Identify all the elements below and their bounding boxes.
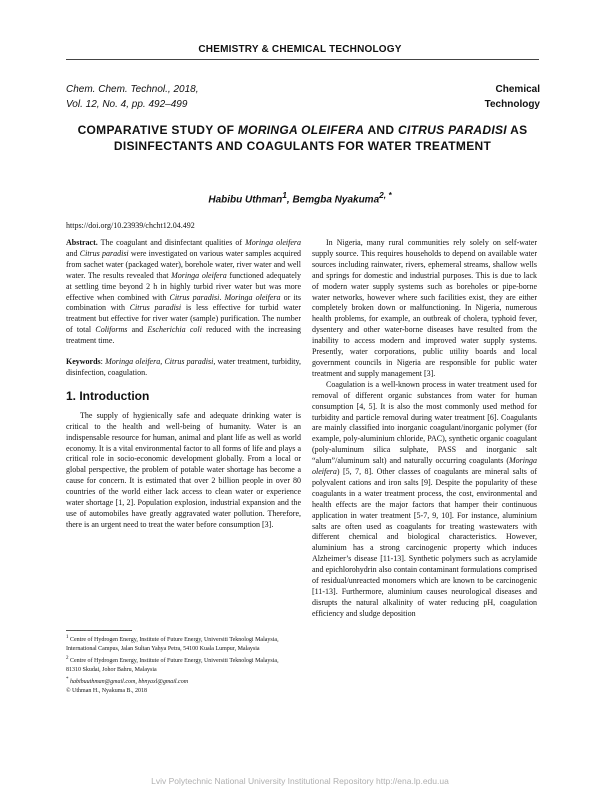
abstract-label: Abstract. [66,238,98,247]
section-tag-line-2: Technology [484,99,540,110]
title-species-2: CITRUS PARADISI [397,123,507,137]
footnote-1 [66,633,301,645]
author-1-affiliation: 1 [282,190,287,200]
right-column [312,238,537,620]
keywords [66,357,301,379]
abstract-text: is less effective for turbid water treatment but effective for river water (sample) purification. The number of total [66,303,302,335]
abstract-text: and [66,248,80,258]
doi-link[interactable]: https://doi.org/10.23939/chcht12.04.492 [66,221,195,230]
abstract-species: Citrus paradisi [169,292,220,302]
header-rule [66,59,539,60]
journal-section-heading: CHEMISTRY & CHEMICAL TECHNOLOGY [198,44,402,55]
footnote-3-marker: * [66,677,69,682]
intro-paragraph-3 [312,380,537,620]
abstract-species: Coliforms [95,325,128,335]
keywords-colon: : [100,357,106,367]
abstract-species: Citrus paradisi [129,303,182,313]
footnote-2b: 81310 Skudai, Johor Bahru, Malaysia [66,667,157,673]
title-species-1: MORINGA OLEIFERA [237,123,365,137]
footnotes [66,630,301,696]
author-separator: , [286,194,293,206]
abstract-species: Moringa oleifera [245,238,301,247]
footnote-emails: habibuuthman@gmail.com, bbnyaxl@gmail.com [68,679,189,685]
footnote-1-marker: 1 [66,635,69,640]
title-part-3: AS DISINFECTANTS AND COAGULANTS FOR WATER TREATMENT [113,123,528,153]
abstract-text: functioned adequately at settling time beyond 2 h in highly turbid river water but was more effective when combined with [66,270,301,302]
footnote-2 [66,654,301,666]
footnote-3 [66,675,301,687]
citation-line-1: Chem. Chem. Technol., 2018, [66,84,199,95]
author-2-affiliation: 2, * [379,190,392,200]
keywords-species: Moringa oleifera, Citrus paradisi [105,357,214,367]
abstract-text: The coagulant and disinfectant qualities of [97,238,246,247]
introduction-heading: 1. Introduction [66,388,150,403]
repository-footer: Lviv Polytechnic National University Institutional Repository http://ena.lp.edu.ua [151,776,449,786]
left-column [66,238,301,531]
citation-line-2: Vol. 12, No. 4, pp. 492–499 [66,99,188,110]
title-part-1: COMPARATIVE STUDY OF [77,123,238,137]
keywords-rest: , water treatment, turbidity, disinfection, coagulation. [66,357,302,377]
author-2: Bemgba Nyakuma [292,194,380,206]
keywords-label: Keywords [66,357,101,367]
abstract-species: Escherichia coli [147,325,202,335]
intro-paragraph-3-species: Moringa oleifera [312,456,537,477]
abstract-species: Moringa oleifera [224,292,281,302]
copyright: © Uthman H., Nyakuma B., 2018 [66,688,148,694]
intro-paragraph-2: In Nigeria, many rural communities rely solely on self-water supply source. This requires households to depend on available water sources including rainwater, rivers, ephemeral streams, shallow wells and springs for domestic and industrial purposes. This is due to lack of modern water supply systems such as boreholes or pipe-borne water networks, however where such facilities exist, they are either completely broken down or malfunctioning. In Nigeria, numerous health problems, for example, an outbreak of cholera, typhoid fever, dysentery and other water-borne diseases have resulted from the inability to access modern and improved water supply systems. Presently, water corporations, public utility boards and local government councils in Nigeria are responsible for public water treatment and supply management [3]. [312,238,537,378]
footnote-1-text: Centre of Hydrogen Energy, Institute of Future Energy, Universiti Teknologi Malaysia, [68,637,279,643]
intro-paragraph-3-text: ) [5, 7, 8]. Other classes of coagulants are mineral salts of polyvalent cations and iron salts [9]. Despite the popularity of these coagulants in a water treatment process, the cost, environmental and health effects are the major factors that hamper their continuous application in water treatment [5-7, 9, 10]. For instance, aluminium salts are often used as coagulants for treating wastewaters with different chemical and biological characteristics. However, aluminium has a strong carcinogenic property which induces Alzheimer’s disease [11-13]. Synthetic polymers such as acrylamide and epichlorohydrin also contain contaminant formulations comprised of residual/unreacted monomers which are known to be carcinogenic [11-13]. Furthermore, aluminium causes neurological diseases and disrupts the natural alkalinity of water reducing pH, coagulation efficiency and sludge deposition [312,467,537,618]
abstract-text: reduced with the increasing treatment time. [66,325,301,346]
intro-paragraph-3-text: Coagulation is a well-known process in water treatment used for removal of different organic substances from water for human consumption [4, 5]. It is also the most commonly used method for turbidity and particle removal during water treatment [6]. Coagulants are mainly classified into inorganic coagulant/inorganic polymer (for example, poly-aluminium chloride, PAC), synthetic organic coagulant (poly-aluminum silica sulphate, PASS and inorganic salt “alum”/aluminum salt) and naturally occurring coagulants ( [312,379,537,466]
title-part-2: AND [364,123,398,137]
abstract-text: were investigated on various water samples acquired from sachet water (packaged water), borehole water, river water and well water. The results revealed that [66,248,301,280]
intro-paragraph-1: The supply of hygienically safe and adequate drinking water is critical to the health and well-being of humanity. Water is an indispensable resource for human, animal and plant life as well as world economy. It is a vital environmental factor to all forms of life and plays a critical role in socio-economic development globally. From a local or global perspective, the problem of potable water shortage has become a cause for concern. It is estimated that over 2 billion people in over 80 countries of the world either lack access to clean water or experience water shortage [1, 2]. Population explosion, industrial expansion and the use of automobiles have greatly aggravated water pollution. Therefore, there is an urgent need to treat the water before consumption [3]. [66,410,301,529]
section-tag-line-1: Chemical [495,84,540,95]
authors [0,190,600,205]
section-tag [485,82,540,112]
footnote-2-marker: 2 [66,656,69,661]
abstract-species: Citrus paradisi [79,248,129,258]
abstract-text: and [127,325,148,335]
footnote-1b: International Campus, Jalan Sultan Yahya Petra, 54100 Kuala Lumpur, Malaysia [66,646,260,652]
footnote-2-text: Centre of Hydrogen Energy, Institute of Future Energy, Universiti Teknologi Malaysia, [68,658,279,664]
abstract-text: . [219,292,225,302]
paper-title [70,122,535,154]
abstract-text: or its combination with [66,292,302,313]
abstract [66,238,301,347]
footnote-rule [66,630,132,631]
author-1: Habibu Uthman [208,194,283,206]
abstract-species: Moringa oleifera [171,270,227,280]
citation-block [66,82,198,112]
